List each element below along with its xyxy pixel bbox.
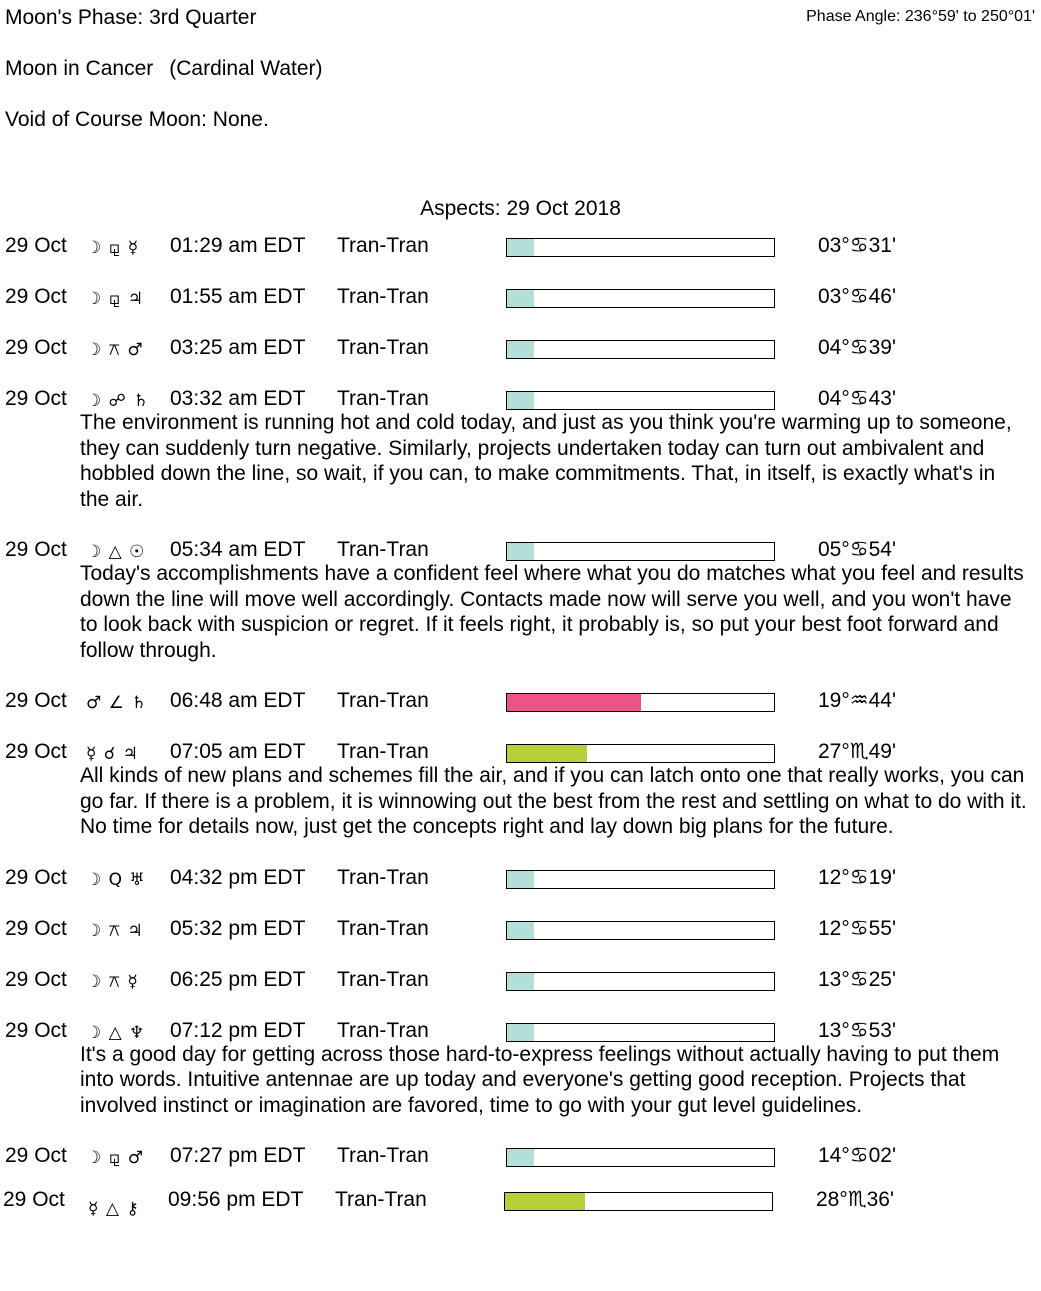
aspect-line [0,687,1041,738]
aspect-row [0,536,1041,687]
aspect-position: 19°♒44' [818,689,896,712]
aspect-line [0,334,1041,385]
aspect-kind: Tran-Tran [337,387,429,410]
aspect-position: 13°♋25' [818,967,896,991]
aspect-glyphs: ☽ △ ☉ [86,542,146,562]
aspect-row [0,1017,1041,1143]
aspect-kind: Tran-Tran [337,538,429,561]
strength-bar-fill [507,745,587,762]
aspect-line [0,283,1041,334]
aspect-date: 29 Oct [3,1188,65,1211]
aspect-row [0,687,1041,738]
aspect-row [0,334,1041,385]
strength-bar-fill [507,694,641,711]
strength-bar [506,921,775,940]
aspect-position: 03°♋31' [818,234,896,257]
aspect-kind: Tran-Tran [337,740,429,763]
aspect-kind: Tran-Tran [337,689,429,712]
moon-sign: Moon in Cancer [5,57,154,80]
void-of-course: Void of Course Moon: None. [5,108,269,131]
aspect-position: 03°♋46' [818,285,896,308]
aspect-kind: Tran-Tran [337,865,429,889]
aspect-position: 12°♋19' [818,865,896,889]
aspect-glyphs: ♂ ∠ ♄ [86,693,148,713]
strength-bar [506,1148,775,1167]
moon-element: (Cardinal Water) [169,57,323,80]
aspect-kind: Tran-Tran [337,1018,429,1042]
aspect-glyphs: ☽ Q ♅ [86,869,146,890]
aspect-position: 04°♋39' [818,336,896,359]
strength-bar [506,391,775,410]
aspect-line [0,232,1041,283]
aspect-kind: Tran-Tran [335,1188,427,1211]
aspect-date: 29 Oct [5,740,67,763]
aspect-glyphs: ☽ ⚼ ♂ [86,1148,145,1168]
aspect-line [0,966,1041,1017]
aspect-time: 04:32 pm EDT [170,865,306,889]
aspect-position: 14°♋02' [818,1144,896,1167]
aspect-time: 03:25 am EDT [170,336,306,359]
aspect-glyphs: ☽ △ ♆ [86,1022,146,1043]
aspects-list [0,232,1041,1244]
aspect-glyphs: ☽ ⚼ ☿ [86,238,140,258]
aspect-date: 29 Oct [5,967,67,991]
aspect-time: 01:55 am EDT [170,285,306,308]
aspect-line [0,1142,1041,1193]
aspect-date: 29 Oct [5,916,67,940]
aspect-time: 07:05 am EDT [170,740,306,763]
strength-bar-fill [505,1193,585,1210]
aspect-kind: Tran-Tran [337,285,429,308]
moon-sign-line [5,57,323,81]
aspect-interpretation: All kinds of new plans and schemes fill the air, and if you can latch onto one that really works, you can go far. If there is a problem, it is winnowing out the best from the rest and settling on what to do with it. No time for details now, just get the concepts right and lay down big plans for the future. [80,764,1027,838]
aspect-position: 28°♏36' [816,1188,894,1211]
strength-bar-fill [507,973,534,990]
aspect-row [0,1188,1041,1244]
aspect-line [0,1188,1041,1244]
strength-bar [506,542,775,561]
aspect-row [0,966,1041,1017]
strength-bar [506,972,775,991]
strength-bar-fill [507,341,534,358]
aspect-date: 29 Oct [5,336,67,359]
aspect-row [0,385,1041,536]
aspect-line [0,864,1041,915]
aspect-time: 03:32 am EDT [170,387,306,410]
strength-bar-fill [507,239,534,256]
aspect-date: 29 Oct [5,1018,67,1042]
strength-bar-fill [507,871,534,888]
aspect-position: 13°♋53' [818,1018,896,1042]
aspect-glyphs: ☽ ⚻ ♂ [86,340,144,360]
aspect-row [0,738,1041,864]
aspect-position: 12°♋55' [818,916,896,940]
aspect-glyphs: ☽ ☍ ♄ [86,391,150,411]
aspect-date: 29 Oct [5,234,67,257]
aspect-kind: Tran-Tran [337,967,429,991]
strength-bar [506,238,775,257]
aspect-kind: Tran-Tran [337,336,429,359]
aspect-time: 06:25 pm EDT [170,967,306,991]
moon-phase: Moon's Phase: 3rd Quarter [5,6,257,29]
aspect-glyphs: ☿ △ ⚷ [88,1199,140,1219]
aspect-glyphs: ☽ ⚼ ♃ [86,289,145,309]
aspect-row [0,283,1041,334]
aspect-time: 09:56 pm EDT [168,1188,304,1211]
aspect-date: 29 Oct [5,387,67,410]
strength-bar [506,693,775,712]
strength-bar-fill [507,1024,534,1041]
aspect-glyphs: ☽ ⚻ ♃ [86,920,144,941]
strength-bar-fill [507,392,534,409]
strength-bar [506,1023,775,1042]
aspect-kind: Tran-Tran [337,1144,429,1167]
aspect-glyphs: ☿ ☌ ♃ [86,744,139,764]
aspect-date: 29 Oct [5,285,67,308]
aspect-time: 05:34 am EDT [170,538,306,561]
aspect-kind: Tran-Tran [337,916,429,940]
aspect-date: 29 Oct [5,689,67,712]
aspect-row [0,915,1041,966]
aspect-date: 29 Oct [5,865,67,889]
strength-bar [506,289,775,308]
aspect-position: 27°♏49' [818,740,896,763]
aspect-time: 06:48 am EDT [170,689,306,712]
aspect-kind: Tran-Tran [337,234,429,257]
strength-bar-fill [507,922,534,939]
phase-angle: Phase Angle: 236°59' to 250°01' [806,8,1035,25]
aspects-title: Aspects: 29 Oct 2018 [420,197,621,220]
strength-bar-fill [507,1149,534,1166]
strength-bar-fill [507,290,534,307]
aspect-row [0,864,1041,915]
aspect-time: 01:29 am EDT [170,234,306,257]
aspect-row [0,1142,1041,1193]
aspect-date: 29 Oct [5,1144,67,1167]
aspect-position: 05°♋54' [818,538,896,561]
aspect-interpretation: It's a good day for getting across those hard-to-express feelings without actually having to put them into words. Intuitive antennae are up today and everyone's getting good reception. Projects that involved instinct or imagination are favored, time to go with your gut level guidelines. [80,1042,1000,1117]
strength-bar [506,744,775,763]
aspect-line [0,915,1041,966]
aspect-date: 29 Oct [5,538,67,561]
aspect-row [0,232,1041,283]
aspect-interpretation: Today's accomplishments have a confident feel where what you do matches what you feel and results down the line will move well accordingly. Contacts made now will serve you well, and you won't have to look back with suspicion or regret. If it feels right, it probably is, so put your best foot forward and follow through. [80,562,1024,662]
aspect-time: 07:12 pm EDT [170,1018,306,1042]
strength-bar [504,1192,773,1211]
aspect-glyphs: ☽ ⚻ ☿ [86,971,139,992]
aspect-time: 05:32 pm EDT [170,916,306,940]
strength-bar-fill [507,543,534,560]
aspect-interpretation: The environment is running hot and cold today, and just as you think you're warming up to someone, they can suddenly turn negative. Similarly, projects undertaken today can turn out ambivalent and hobbled down the line, so wait, if you can, to make commitments. That, in itself, is exactly what's in the air. [80,411,1012,511]
aspect-position: 04°♋43' [818,387,896,410]
strength-bar [506,340,775,359]
strength-bar [506,870,775,889]
aspect-time: 07:27 pm EDT [170,1144,306,1167]
